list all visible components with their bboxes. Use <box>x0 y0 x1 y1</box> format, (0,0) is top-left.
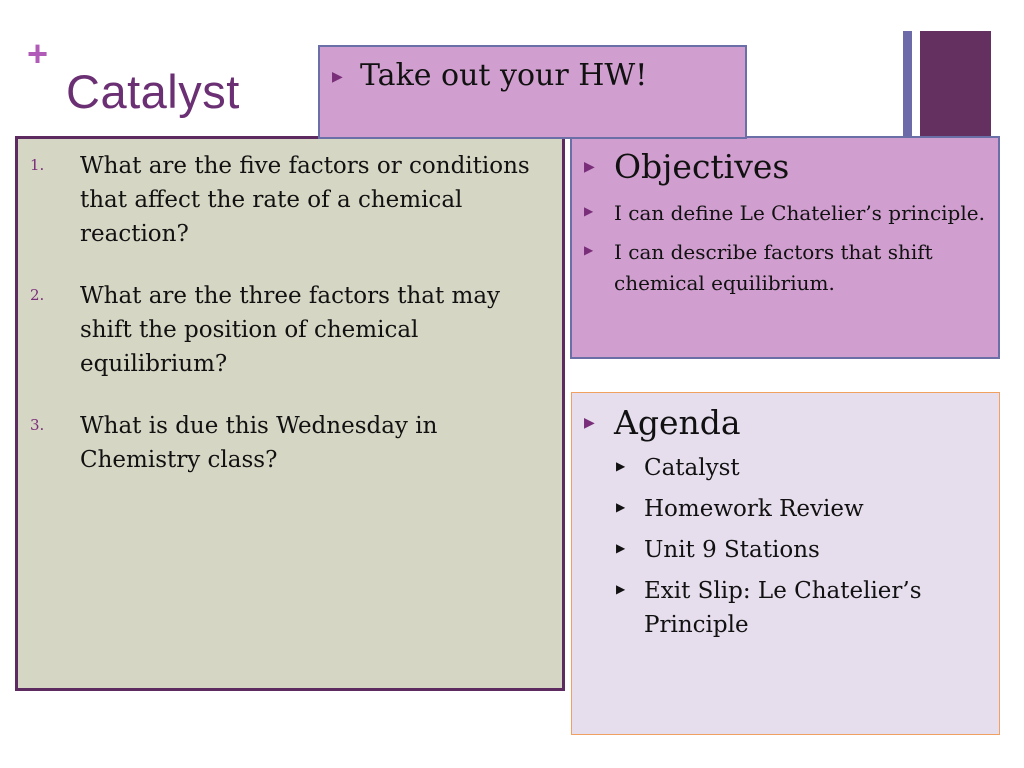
questions-list <box>18 149 562 505</box>
catalyst-questions-box <box>15 136 565 691</box>
triangle-right-icon: ▶ <box>616 541 626 555</box>
agenda-item-text: Exit Slip: Le Chatelier’s Principle <box>644 578 922 638</box>
question-item <box>18 409 562 477</box>
triangle-right-icon: ▶ <box>584 243 594 257</box>
decorative-bar-thick <box>920 31 991 137</box>
objectives-box <box>570 136 1000 359</box>
question-number: 2. <box>30 286 45 304</box>
agenda-item <box>616 451 986 485</box>
agenda-item <box>616 533 986 567</box>
objective-item <box>584 198 989 229</box>
triangle-right-icon: ▶ <box>584 415 595 431</box>
question-text: What are the three factors that may shift the position of chemical equilibrium? <box>80 283 501 377</box>
agenda-item <box>616 574 986 642</box>
homework-reminder-text: Take out your HW! <box>360 58 648 93</box>
triangle-right-icon: ▶ <box>616 582 626 596</box>
agenda-item-text: Homework Review <box>644 496 864 522</box>
agenda-item-text: Catalyst <box>644 455 740 481</box>
triangle-right-icon: ▶ <box>584 204 594 218</box>
plus-icon: + <box>27 33 49 74</box>
agenda-heading: Agenda <box>614 403 741 442</box>
objective-item <box>584 237 989 299</box>
slide-title: Catalyst <box>66 65 240 118</box>
agenda-item-text: Unit 9 Stations <box>644 537 820 563</box>
objectives-heading: Objectives <box>614 147 790 186</box>
objective-text: I can describe factors that shift chemical equilibrium. <box>614 240 933 295</box>
triangle-right-icon: ▶ <box>616 500 626 514</box>
question-text: What is due this Wednesday in Chemistry class? <box>80 413 438 473</box>
objective-text: I can define Le Chatelier’s principle. <box>614 201 985 225</box>
question-number: 1. <box>30 156 45 174</box>
triangle-right-icon: ▶ <box>584 159 595 175</box>
triangle-right-icon: ▶ <box>616 459 626 473</box>
question-item <box>18 149 562 251</box>
homework-reminder-box <box>318 45 747 139</box>
question-text: What are the five factors or conditions that affect the rate of a chemical reaction? <box>80 153 530 247</box>
question-number: 3. <box>30 416 45 434</box>
agenda-list <box>616 451 986 649</box>
objectives-list <box>584 198 989 307</box>
agenda-item <box>616 492 986 526</box>
decorative-bar-thin <box>903 31 912 137</box>
agenda-box <box>571 392 1000 735</box>
question-item <box>18 279 562 381</box>
triangle-right-icon: ▶ <box>332 69 343 85</box>
